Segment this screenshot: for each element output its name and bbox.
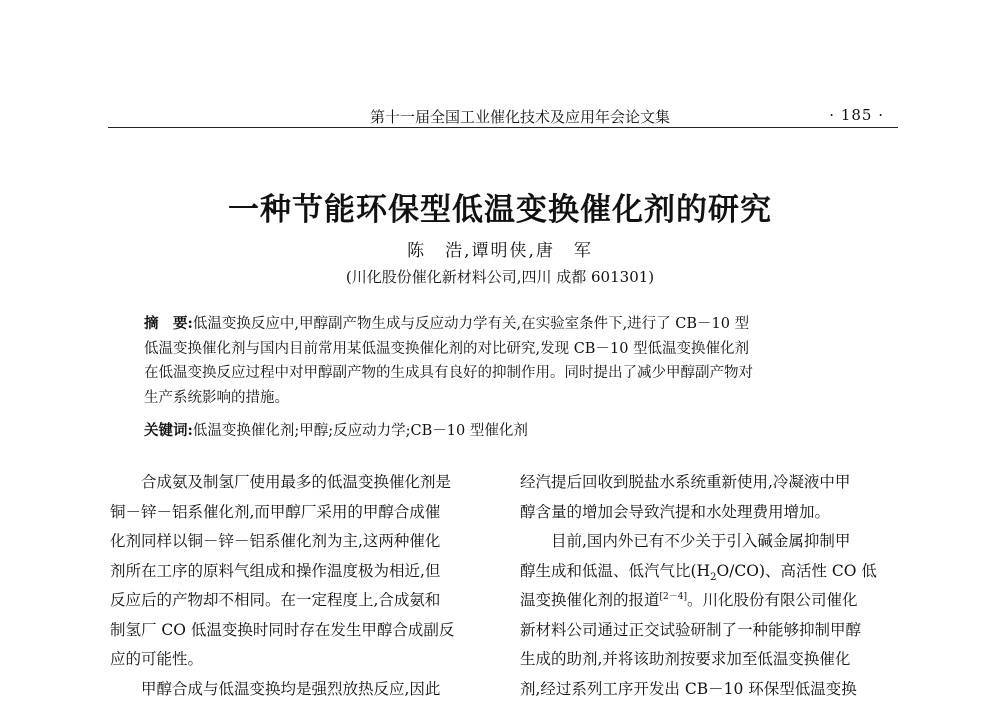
authors: 陈 浩,谭明侠,唐 军 <box>0 236 1000 261</box>
body-line: 生成的助剂,并将该助剂按要求加至低温变换催化 <box>520 645 882 675</box>
subscript: 2 <box>710 572 716 583</box>
keywords-label: 关键词: <box>144 422 193 439</box>
affiliation: (川化股份催化新材料公司,四川 成都 601301) <box>0 266 1000 287</box>
body-line: 甲醇合成与低温变换均是强烈放热反应,因此 <box>110 675 472 704</box>
body-line: 反应后的产物却不相同。在一定程度上,合成氨和 <box>110 586 472 616</box>
paper-title: 一种节能环保型低温变换催化剂的研究 <box>0 184 1000 229</box>
body-line: 剂,经过系列工序开发出 CB－10 环保型低温变换 <box>520 675 882 704</box>
citation: [2－4] <box>660 592 687 602</box>
running-header <box>108 100 898 128</box>
body-line: 铜－锌－铝系催化剂,而甲醇厂采用的甲醇合成催 <box>110 498 472 528</box>
header-rule <box>108 127 898 128</box>
body-line: 目前,国内外已有不少关于引入碱金属抑制甲 <box>520 527 882 557</box>
abstract <box>144 312 860 410</box>
body-line: 应的可能性。 <box>110 645 472 675</box>
page-number: · 185 · <box>829 106 884 124</box>
body-line: 剂所在工序的原料气组成和操作温度极为相近,但 <box>110 557 472 587</box>
keywords <box>144 419 860 440</box>
body-line: 温变换催化剂的报道[2－4]。川化股份有限公司催化 <box>520 586 882 616</box>
abstract-label: 摘 要: <box>144 315 193 332</box>
body-column-right <box>520 468 882 704</box>
keywords-text: 低温变换催化剂;甲醇;反应动力学;CB－10 型催化剂 <box>193 423 528 439</box>
body-line: 化剂同样以铜－锌－铝系催化剂为主,这两种催化 <box>110 527 472 557</box>
body-line: 合成氨及制氢厂使用最多的低温变换催化剂是 <box>110 468 472 498</box>
body-column-left <box>110 468 472 704</box>
abstract-line: 低温变换催化剂与国内目前常用某低温变换催化剂的对比研究,发现 CB－10 型低温变换催化剂 <box>144 337 860 362</box>
abstract-line: 生产系统影响的措施。 <box>144 386 860 411</box>
body-line: 制氢厂 CO 低温变换时同时存在发生甲醇合成副反 <box>110 616 472 646</box>
abstract-line: 在低温变换反应过程中对甲醇副产物的生成具有良好的抑制作用。同时提出了减少甲醇副产物对 <box>144 361 860 386</box>
journal-name: 第十一届全国工业催化技术及应用年会论文集 <box>370 106 670 127</box>
body-line: 醇含量的增加会导致汽提和水处理费用增加。 <box>520 498 882 528</box>
body-line: 经汽提后回收到脱盐水系统重新使用,冷凝液中甲 <box>520 468 882 498</box>
abstract-line: 摘 要:低温变换反应中,甲醇副产物生成与反应动力学有关,在实验室条件下,进行了 CB－10 型 <box>144 312 860 337</box>
body-line: 新材料公司通过正交试验研制了一种能够抑制甲醇 <box>520 616 882 646</box>
body-line: 醇生成和低温、低汽气比$(H_2O/CO)$、高活性 CO 低 <box>520 557 882 587</box>
